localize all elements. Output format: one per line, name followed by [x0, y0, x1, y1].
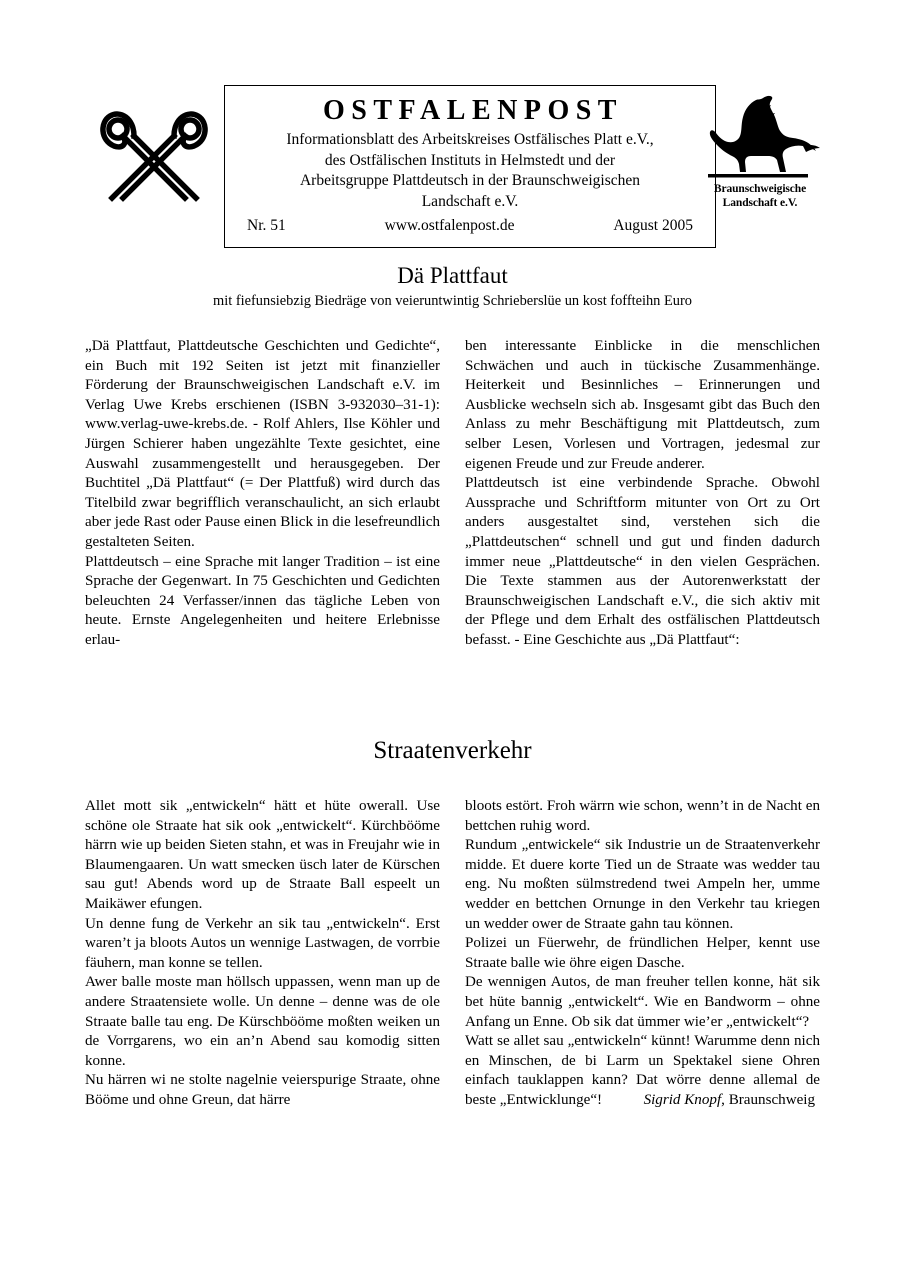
paragraph-with-signature [465, 1032, 820, 1110]
paragraph: Allet mott sik „entwickeln“ hätt et hüte owerall. Use schöne ole Straate hat sik ook „entwickelt“. Kürchbööme härrn wie up beiden Sieten stahn, et was in Freujahr wie in Blaumengaaren. Un watt smecken üsch later de Kürschen sau gut! Abends word up de Straate Ball espeelt un Maikäwer efungen. [85, 798, 440, 912]
website-url[interactable]: www.ostfalenpost.de [384, 217, 515, 234]
article2-columns [85, 797, 820, 1111]
article-subtitle: mit fiefunsiebzig Biedräge von veieruntwintig Schrieberslüe un kost foffteihn Euro [213, 293, 692, 309]
logo-caption-line-1: Braunschweigische [713, 183, 807, 195]
paragraph: Nu härren wi ne stolte nagelnie veierspurige Straate, ohne Bööme und ohne Greun, dat härre [85, 1072, 440, 1108]
masthead-subtitle-line-1: Informationsblatt des Arbeitskreises Ostfälisches Platt e.V., [286, 131, 654, 148]
paragraph: Awer balle moste man höllsch uppassen, wenn man up de andere Straatensiete wolle. Un denne – denne was de ole Straate balle tau eng. De Kürschbööme moßten weiken un de Vorrgarens, wo ein an’n Abend sau komodig sitten konne. [85, 974, 440, 1069]
issue-number: Nr. 51 [247, 217, 286, 234]
masthead-subtitle-line-2: des Ostfälischen Instituts in Helmstedt und der [324, 151, 616, 169]
paragraph: bloots estört. Froh wärrn wie schon, wenn’t in de Nacht en bettchen ruhig word. [465, 798, 820, 834]
paragraph: Un denne fung de Verkehr an sik tau „entwickeln“. Erst waren’t ja bloots Autos un wennige Lastwagen, de vorrbie fäuhern, man konne se tellen. [85, 915, 440, 971]
article1-left-column [85, 337, 440, 651]
paragraph: De wennigen Autos, de man freuher tellen konne, hät sik bet hüte bannig „entwickelt“. Wie en Bandworm – ohne Anfang un Enne. Ob sik dat ümmer wie’er „entwickelt“? [465, 974, 820, 1030]
article1-columns [85, 337, 820, 651]
page-title: OSTFALENPOST [323, 95, 623, 126]
signature-gap [602, 1092, 644, 1108]
masthead-box [224, 85, 716, 248]
paragraph: Rundum „entwickele“ sik Industrie un de Straatenverkehr midde. Et duere korte Tied un de Straate was wedder tau eng. Nu moßten sülmstredend twei Ampeln her, umme wedder en bettchen Ornunge in den Verkehr tau kriegen un wedder ower de Straate gahn tau können. [465, 837, 820, 932]
logo-caption-line-2: Landschaft e.V. [722, 196, 798, 209]
paragraph: Polizei un Füerwehr, de fründlichen Helper, kennt use Straate balle wie öhre eigen Dasche. [465, 935, 820, 971]
ostfalen-crossed-staffs-icon [90, 96, 218, 206]
masthead-issue-row [247, 216, 693, 236]
article2-right-column [465, 797, 820, 1111]
article-title-da-plattfaut: Dä Plattfaut [397, 263, 508, 288]
signature-place: , Braunschweig [721, 1091, 816, 1108]
article-title-straatenverkehr: Straatenverkehr [373, 737, 532, 764]
signature-author: Sigrid Knopf [643, 1091, 722, 1108]
masthead-subtitle-line-4: Landschaft e.V. [421, 192, 519, 210]
rearing-horse-icon [700, 94, 820, 182]
paragraph: Plattdeutsch ist eine verbindende Sprache. Obwohl Aussprache und Schriftform mitunter von Ort zu Ort anders ausgestaltet sind, verstehen sich die „Plattdeutschen“ schnell und gut und finden dadurch immer neue „Plattdeutsche“ in den vielen Gesprächen. Die Texte stammen aus der Autorenwerkstatt der Braunschweigischen Landschaft e.V., die sich aktiv mit der Pflege und dem Erhalt des ostfälischen Plattdeutsch befasst. - Eine Geschichte aus „Dä Plattfaut“: [465, 475, 820, 648]
braunschweigische-landschaft-logo [700, 94, 820, 220]
issue-date: August 2005 [613, 217, 693, 234]
masthead-subtitle-line-3: Arbeitsgruppe Plattdeutsch in der Braunschweigischen [299, 172, 641, 189]
article1-right-column [465, 337, 820, 651]
paragraph: „Dä Plattfaut, Plattdeutsche Geschichten und Gedichte“, ein Buch mit 192 Seiten ist jetzt mit finanzieller Förderung der Braunschweigischen Landschaft e.V. im Verlag Uwe Krebs erschienen (ISBN 3-932030–31-1): www.verlag-uwe-krebs.de. - Rolf Ahlers, Ilse Köhler und Jürgen Schierer haben ungezählte Texte gesichtet, eine Auswahl zusammengestellt und herausgegeben. Der Buchtitel „Dä Plattfaut“ (= Der Plattfuß) wird durch das Titelbild zwar begrifflich veranschaulicht, an sich erlaubt aber jede Rast oder Pause einen Blick in die lesefreundlich gestalteten Seiten. [85, 338, 440, 550]
paragraph-text: Watt se allet sau „entwickeln“ künnt! Warumme denn nich en Minschen, de bi Larm un Spektakel siene Ohren einfach tauklappen kann? Dat wörre denne allemal de beste „Entwicklunge“! [465, 1033, 820, 1108]
paragraph: ben interessante Einblicke in die menschlichen Schwächen und auch in tückische Zusammenhänge. Heiterkeit und Besinnliches – Erinnerungen und Ausblicke wechseln sich ab. Insgesamt gibt das Buch den Anlass zu mehr Beschäftigung mit Plattdeutsch, zum selber Lesen, Vorlesen und Vortragen, jedesmal zur eigenen Freude und zur Freude anderer. [465, 338, 820, 472]
article2-left-column [85, 797, 440, 1111]
paragraph: Plattdeutsch – eine Sprache mit langer Tradition – ist eine Sprache der Gegenwart. In 75 Geschichten und Gedichten beleuchten 24 Verfasser/innen das tägliche Leben von heute. Ernste Angelegenheiten und heitere Erlebnisse erlau- [85, 553, 440, 648]
masthead [85, 82, 820, 254]
